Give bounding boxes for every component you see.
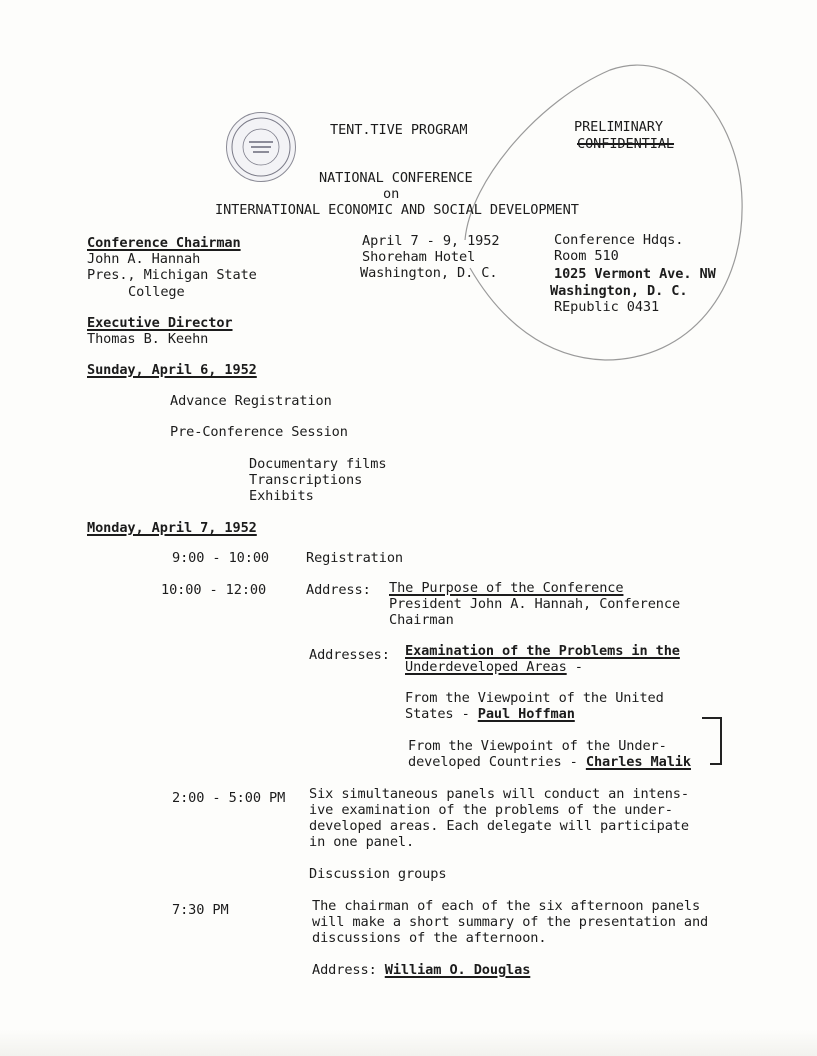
time-afternoon-panels: 2:00 - 5:00 PM (172, 790, 286, 806)
examination-title-line1: Examination of the Problems in the (405, 643, 680, 659)
purpose-title: The Purpose of the Conference (389, 580, 624, 596)
viewpoint-us-prefix: States - (405, 706, 478, 722)
panels-text-line4: in one panel. (309, 834, 415, 850)
conference-city: Washington, D. C. (360, 265, 498, 281)
seal-stamp-icon (229, 115, 293, 179)
chairman-title-line1: Pres., Michigan State (87, 267, 257, 283)
archive-seal-stamp (226, 112, 296, 182)
sunday-advance-registration: Advance Registration (170, 393, 332, 409)
tentative-program-label: TENT.TIVE PROGRAM (330, 122, 468, 138)
sunday-item-films: Documentary films (249, 456, 387, 472)
conference-title-line2: on (383, 186, 400, 202)
summary-text-line3: discussions of the afternoon. (312, 930, 547, 946)
panels-text-line2: ive examination of the problems of the under- (309, 802, 673, 818)
evening-address-label: Address: (312, 962, 385, 978)
summary-text-line1: The chairman of each of the six afternoon panels (312, 898, 701, 914)
director-heading: Executive Director (87, 315, 233, 331)
sunday-heading: Sunday, April 6, 1952 (87, 362, 257, 378)
time-evening-session: 7:30 PM (172, 902, 229, 918)
viewpoint-us-line1: From the Viewpoint of the United (405, 690, 664, 706)
sunday-preconference-session: Pre-Conference Session (170, 424, 348, 440)
hand-drawn-bracket (700, 714, 728, 768)
conference-hotel: Shoreham Hotel (362, 249, 476, 265)
conference-title-line1: NATIONAL CONFERENCE (319, 170, 473, 186)
examination-title-line2 (405, 659, 583, 676)
time-morning-session: 10:00 - 12:00 (161, 582, 267, 598)
monday-heading: Monday, April 7, 1952 (87, 520, 257, 536)
panels-text-line3: developed areas. Each delegate will participate (309, 818, 689, 834)
panels-text-line1: Six simultaneous panels will conduct an intens- (309, 786, 689, 802)
examination-title-dash: - (566, 659, 583, 675)
discussion-groups: Discussion groups (309, 866, 447, 882)
hdqs-street: 1025 Vermont Ave. NW (554, 266, 716, 282)
event-registration: Registration (306, 550, 404, 566)
address-label: Address: (306, 582, 371, 598)
viewpoint-underdeveloped-line1: From the Viewpoint of the Under- (408, 738, 667, 754)
time-registration: 9:00 - 10:00 (172, 550, 270, 566)
evening-address-line (312, 962, 530, 979)
speaker-william-douglas: William O. Douglas (384, 962, 531, 978)
viewpoint-underdeveloped-prefix: developed Countries - (408, 754, 586, 770)
sunday-item-transcriptions: Transcriptions (249, 472, 363, 488)
chairman-title-line2: College (128, 284, 185, 300)
page-bottom-edge (0, 1030, 817, 1056)
hdqs-phone: REpublic 0431 (554, 299, 660, 315)
addresses-label: Addresses: (309, 647, 390, 663)
examination-title-underlined: Underdeveloped Areas (405, 659, 567, 675)
chairman-heading: Conference Chairman (87, 235, 241, 251)
summary-text-line2: will make a short summary of the presentation and (312, 914, 709, 930)
speaker-paul-hoffman: Paul Hoffman (477, 706, 575, 722)
purpose-speaker-line2: Chairman (389, 612, 454, 628)
conference-dates: April 7 - 9, 1952 (362, 233, 500, 249)
hdqs-label: Conference Hdqs. (554, 232, 684, 248)
purpose-speaker-line1: President John A. Hannah, Conference (389, 596, 681, 612)
speaker-charles-malik: Charles Malik (585, 754, 691, 770)
sunday-item-exhibits: Exhibits (249, 488, 314, 504)
hdqs-room: Room 510 (554, 248, 619, 264)
chairman-name: John A. Hannah (87, 251, 201, 267)
viewpoint-us-line2 (405, 706, 575, 723)
confidential-label: CONFIDENTIAL (577, 136, 675, 152)
hdqs-city: Washington, D. C. (550, 283, 688, 299)
viewpoint-underdeveloped-line2 (408, 754, 691, 771)
director-name: Thomas B. Keehn (87, 331, 209, 347)
preliminary-label: PRELIMINARY (574, 119, 663, 135)
conference-title-line3: INTERNATIONAL ECONOMIC AND SOCIAL DEVELOPMENT (215, 202, 579, 218)
